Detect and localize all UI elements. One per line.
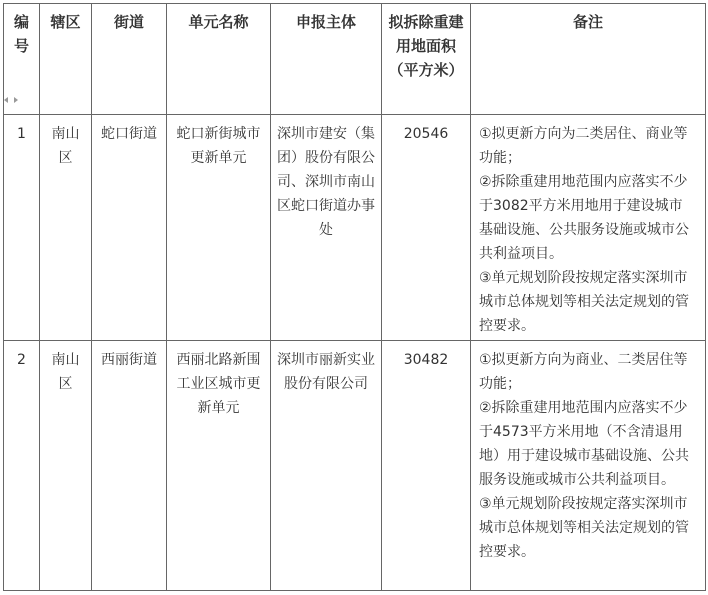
header-id: 编号 bbox=[4, 4, 40, 115]
row-area bbox=[382, 115, 471, 341]
horizontal-scroll-control[interactable] bbox=[4, 94, 34, 106]
renewal-unit-table bbox=[3, 3, 706, 591]
row-unit bbox=[167, 341, 271, 591]
row-area bbox=[382, 341, 471, 591]
row-street-text: 西丽街道 bbox=[101, 352, 157, 368]
table-header-row bbox=[4, 4, 706, 115]
header-applicant: 申报主体 bbox=[271, 4, 382, 115]
row-street bbox=[92, 341, 167, 591]
header-district: 辖区 bbox=[40, 4, 92, 115]
header-area: 拟拆除重建用地面积（平方米） bbox=[382, 4, 471, 115]
header-note: 备注 bbox=[471, 4, 706, 115]
note-item: ③单元规划阶段按规定落实深圳市城市总体规划等相关法定规划的管控要求。 bbox=[479, 270, 689, 334]
row-id: 2 bbox=[4, 341, 40, 591]
row-note bbox=[471, 341, 706, 591]
scroll-left-icon[interactable] bbox=[4, 97, 8, 103]
table-row bbox=[4, 341, 706, 591]
row-area-text: 20546 bbox=[403, 126, 449, 142]
row-id: 1 bbox=[4, 115, 40, 341]
note-item: ②拆除重建用地范围内应落实不少于4573平方米用地（不含清退用地）用于建设城市基础设施、公共服务设施或城市公共利益项目。 bbox=[479, 400, 689, 488]
row-note bbox=[471, 115, 706, 341]
row-applicant-text: 深圳市丽新实业股份有限公司 bbox=[277, 352, 375, 392]
table-row bbox=[4, 115, 706, 341]
header-street: 街道 bbox=[92, 4, 167, 115]
row-district bbox=[40, 115, 92, 341]
note-item: ①拟更新方向为商业、二类居住等功能； bbox=[479, 352, 688, 392]
row-applicant-text: 深圳市建安（集团）股份有限公司、深圳市南山区蛇口街道办事处 bbox=[277, 126, 375, 238]
note-item: ②拆除重建用地范围内应落实不少于3082平方米用地用于建设城市基础设施、公共服务设施或城市公共利益项目。 bbox=[479, 174, 689, 262]
row-applicant bbox=[271, 115, 382, 341]
row-district-text: 南山区 bbox=[51, 126, 80, 166]
scroll-right-icon[interactable] bbox=[14, 97, 18, 103]
row-district bbox=[40, 341, 92, 591]
row-district-text: 南山区 bbox=[51, 352, 80, 392]
row-street bbox=[92, 115, 167, 341]
row-area-text: 30482 bbox=[403, 352, 449, 368]
row-unit-text: 蛇口新街城市更新单元 bbox=[176, 126, 261, 166]
note-item: ③单元规划阶段按规定落实深圳市城市总体规划等相关法定规划的管控要求。 bbox=[479, 496, 689, 560]
renewal-unit-table-container bbox=[3, 3, 705, 591]
header-unit: 单元名称 bbox=[167, 4, 271, 115]
row-street-text: 蛇口街道 bbox=[101, 126, 157, 142]
row-applicant bbox=[271, 341, 382, 591]
note-item: ①拟更新方向为二类居住、商业等功能； bbox=[479, 126, 688, 166]
row-unit bbox=[167, 115, 271, 341]
row-unit-text: 西丽北路新围工业区城市更新单元 bbox=[176, 352, 261, 416]
